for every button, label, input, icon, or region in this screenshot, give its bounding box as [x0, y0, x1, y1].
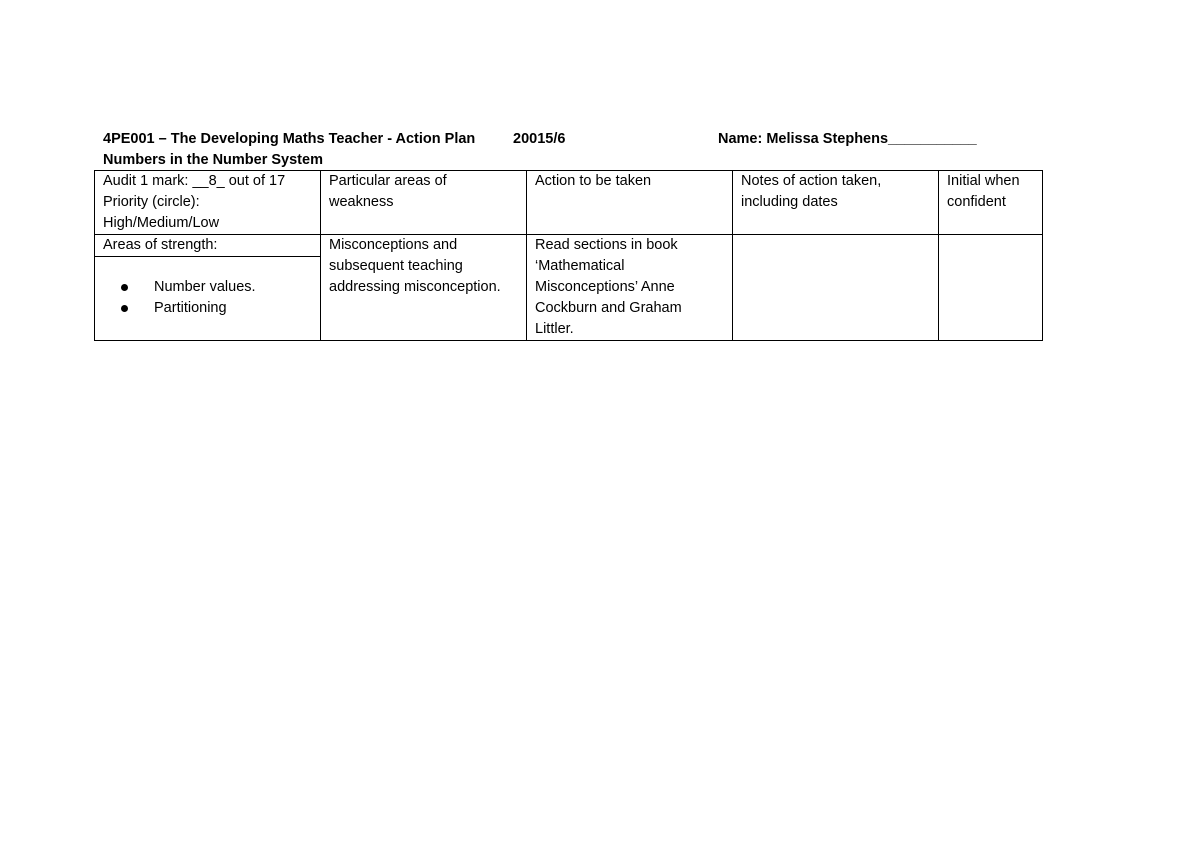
strength-item: Partitioning — [154, 300, 227, 316]
weakness-header: Particular areas of weakness — [329, 173, 447, 210]
strengths-list — [95, 277, 320, 319]
bullet-icon — [121, 305, 128, 312]
table-row — [95, 235, 1043, 341]
strength-item: Number values. — [154, 279, 256, 295]
table-header-row — [95, 171, 1043, 235]
initial-cell — [939, 235, 1043, 341]
list-item — [145, 298, 320, 319]
document-header — [103, 129, 1043, 171]
action-header-cell — [527, 171, 733, 235]
list-item — [145, 277, 320, 298]
weakness-header-cell — [321, 171, 527, 235]
academic-year: 20015/6 — [513, 131, 566, 147]
notes-cell — [733, 235, 939, 341]
action-plan-table — [94, 170, 1043, 341]
document-subtitle: Numbers in the Number System — [103, 152, 323, 168]
bullet-icon — [121, 284, 128, 291]
student-name: Name: Melissa Stephens___________ — [718, 131, 977, 147]
strengths-label: Areas of strength: — [95, 235, 320, 257]
document-title: 4PE001 – The Developing Maths Teacher - Action Plan — [103, 131, 476, 147]
weakness-text: Misconceptions and subsequent teaching addressing misconception. — [329, 237, 501, 295]
action-header: Action to be taken — [535, 173, 652, 189]
initial-header-cell — [939, 171, 1043, 235]
weakness-cell — [321, 235, 527, 341]
strengths-cell — [95, 235, 321, 341]
notes-header-cell — [733, 171, 939, 235]
header-line — [103, 129, 1043, 150]
initial-header: Initial when confident — [947, 173, 1020, 210]
action-cell — [527, 235, 733, 341]
audit-mark-text: Audit 1 mark: __8_ out of 17 Priority (circle): High/Medium/Low — [103, 173, 286, 231]
notes-header: Notes of action taken, including dates — [741, 173, 882, 210]
action-text: Read sections in book ‘Mathematical Misconceptions’ Anne Cockburn and Graham Littler. — [535, 237, 682, 337]
audit-mark-cell — [95, 171, 321, 235]
